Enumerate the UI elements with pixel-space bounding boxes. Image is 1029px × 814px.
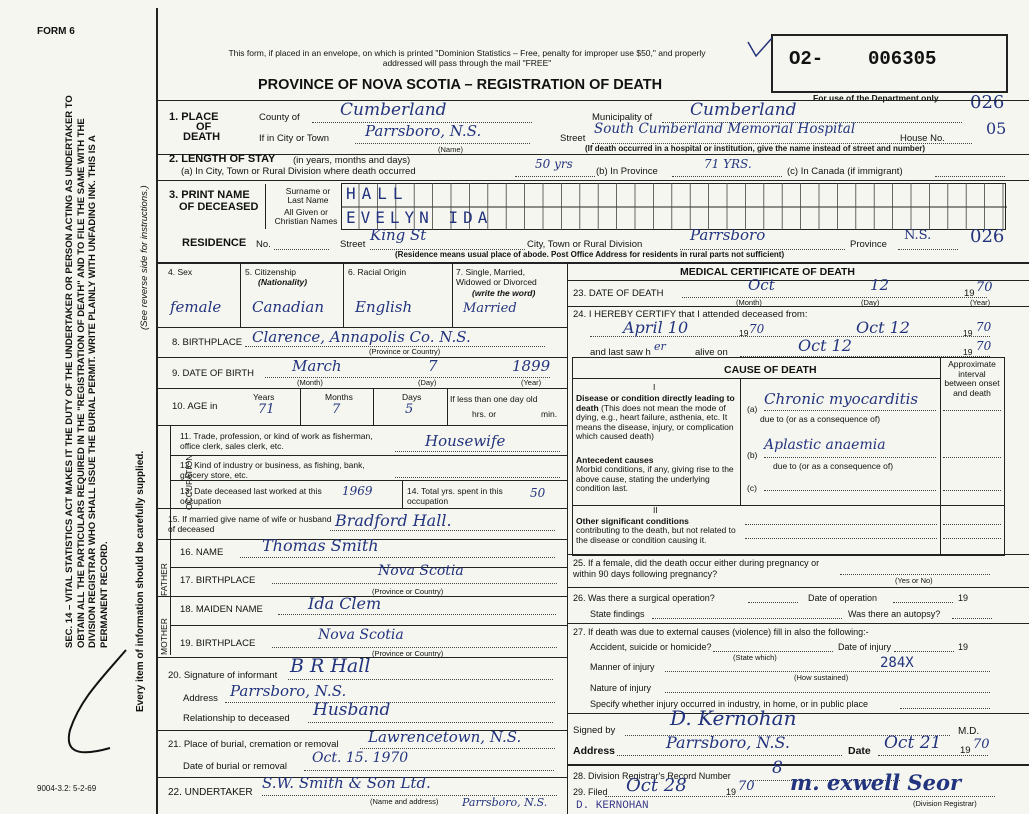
- race-label: 6. Racial Origin: [348, 267, 407, 277]
- municipality-label: Municipality of: [592, 112, 653, 123]
- dob-month-sub: (Month): [297, 378, 323, 387]
- q17-label: 17. BIRTHPLACE: [180, 575, 256, 586]
- citizenship-label: 5. Citizenship: [245, 267, 297, 277]
- informant-address: Parrsboro, N.S.: [230, 682, 347, 700]
- residence-city: Parrsboro: [690, 226, 766, 244]
- cause-b-label: (b): [747, 450, 758, 460]
- attended-to: Oct 12: [856, 318, 910, 337]
- q26-label: 26. Was there a surgical operation?: [573, 593, 715, 603]
- city-value: Parrsboro, N.S.: [365, 122, 482, 140]
- filed-year: 70: [738, 779, 755, 794]
- physician-address-label: Address: [573, 745, 616, 757]
- residence-note: (Residence means usual place of abode. Post Office Address for residents in rural parts not sufficient): [395, 250, 785, 259]
- place-note: (If death occurred in a hospital or institution, give the name instead of street and number): [585, 144, 926, 153]
- marital-value: Married: [463, 301, 517, 316]
- last-saw-value: er: [654, 340, 666, 353]
- dob-year: 1899: [512, 357, 551, 375]
- state-which-sub: (State which): [733, 653, 777, 662]
- residence-label: RESIDENCE: [182, 237, 247, 249]
- stay-c-label: (c) In Canada (if immigrant): [787, 166, 903, 177]
- signed-by-label: Signed by: [573, 725, 616, 736]
- state-findings-label: State findings: [590, 609, 645, 619]
- street-label: Street: [560, 133, 586, 144]
- disease-note: (This does not mean the mode of dying, e.g., heart failure, asthenia, etc. It means the disease, injury, or complication which caused death): [576, 402, 734, 441]
- father-birthplace: Nova Scotia: [378, 563, 464, 579]
- disease-text: [576, 394, 738, 442]
- operation-date-label: Date of operation: [808, 593, 878, 603]
- dept-code-1: 026: [970, 92, 1005, 113]
- from-year: 70: [749, 322, 765, 336]
- undertaker-town: Parrsboro, N.S.: [462, 796, 548, 809]
- q23-label: 23. DATE OF DEATH: [573, 288, 664, 299]
- sex-label: 4. Sex: [168, 267, 193, 277]
- dob-label: 9. DATE OF BIRTH: [172, 368, 254, 379]
- q20-label: 20. Signature of informant: [168, 670, 278, 681]
- q22-label: 22. UNDERTAKER: [168, 787, 253, 798]
- medical-title: MEDICAL CERTIFICATE OF DEATH: [680, 266, 855, 278]
- age-months-label: Months: [325, 392, 353, 402]
- see-reverse-note: (See reverse side for instructions.): [139, 185, 150, 330]
- cause-c-label: (c): [747, 483, 757, 493]
- code-284x: 284X: [880, 655, 914, 671]
- province-country-sub: (Province or Country): [369, 347, 441, 356]
- other-conditions-label: Other significant conditions: [576, 516, 689, 526]
- marital-label: 7. Single, Married, Widowed or Divorced: [456, 267, 537, 287]
- marital-sub: (write the word): [472, 288, 536, 298]
- reg-number: 006305: [868, 48, 937, 70]
- dept-code-3: 026: [970, 226, 1005, 247]
- place-label-2: OF: [196, 121, 212, 133]
- q15-label: 15. If married give name of wife or husband of deceased: [168, 514, 332, 534]
- stay-a-label: (a) In City, Town or Rural Division where death occurred: [181, 166, 416, 177]
- reg-prefix: O2-: [789, 48, 824, 70]
- father-birthplace-sub: (Province or Country): [372, 587, 444, 596]
- undertaker-sub: (Name and address): [370, 797, 439, 806]
- surname-value: HALL: [346, 184, 409, 203]
- hrs-label: hrs. or: [472, 409, 497, 419]
- spouse-value: Bradford Hall.: [335, 511, 452, 530]
- check-mark-icon: [746, 36, 776, 60]
- name-label-2: OF DECEASED: [179, 201, 259, 213]
- record-number: 8: [772, 758, 783, 778]
- due-to-2: due to (or as a consequence of): [773, 461, 894, 471]
- yes-no-sub: (Yes or No): [895, 576, 933, 585]
- occupation-side-label: OCCUPATION: [184, 454, 194, 510]
- name-sub: (Name): [438, 145, 464, 154]
- county-value: Cumberland: [340, 100, 447, 120]
- filed-year-prefix: 19: [726, 787, 737, 797]
- death-day-sub: (Day): [861, 298, 880, 307]
- q29-label: 29. Filed: [573, 787, 608, 797]
- residence-no-label: No.: [256, 239, 271, 250]
- interval-label: Approximate interval between onset and death: [944, 359, 1000, 398]
- q18-label: 18. MAIDEN NAME: [180, 604, 263, 615]
- q11-value: Housewife: [425, 432, 506, 450]
- manner-label: Manner of injury: [590, 662, 655, 672]
- q14-label: 14. Total yrs. spent in this occupation: [407, 486, 503, 506]
- page-title: PROVINCE OF NOVA SCOTIA – REGISTRATION OF DEATH: [258, 77, 663, 93]
- alive-on-label: alive on: [695, 347, 728, 358]
- burial-place: Lawrencetown, N.S.: [368, 728, 522, 746]
- to-year-prefix: 19: [963, 328, 973, 338]
- antecedent-label: Antecedent causes: [576, 455, 654, 465]
- mother-birthplace-sub: (Province or Country): [372, 649, 444, 658]
- q24-label: 24. I HEREBY CERTIFY that I attended deceased from:: [573, 309, 808, 320]
- birthplace-value: Clarence, Annapolis Co. N.S.: [252, 328, 471, 346]
- name-label-1: 3. PRINT NAME: [169, 189, 250, 201]
- dept-code-2: 05: [986, 119, 1007, 138]
- every-item-note: Every item of information should be carefully supplied.: [135, 450, 146, 712]
- age-days-label: Days: [402, 392, 422, 402]
- residence-province-label: Province: [850, 239, 887, 250]
- q12-label: 12. Kind of industry or business, as fishing, bank, grocery store, etc.: [180, 460, 365, 480]
- less-than-day-label: If less than one day old: [450, 394, 538, 404]
- citizenship-value: Canadian: [252, 298, 325, 316]
- race-value: English: [355, 298, 413, 316]
- dob-day-sub: (Day): [418, 378, 437, 387]
- stay-label: 2. LENGTH OF STAY: [169, 153, 276, 165]
- death-day: 12: [870, 276, 890, 294]
- registrar-signature: m. exwell Seor: [790, 770, 962, 795]
- given-label: All Given or Christian Names: [274, 207, 338, 226]
- typed-kernohan: D. KERNOHAN: [576, 800, 649, 812]
- filed-date: Oct 28: [626, 775, 687, 796]
- signed-year-prefix: 19: [960, 745, 971, 756]
- cause-a-label: (a): [747, 404, 758, 414]
- mother-birthplace: Nova Scotia: [318, 627, 404, 643]
- house-label: House No.: [900, 133, 945, 144]
- age-days-value: 5: [405, 402, 414, 417]
- last-saw-label: and last saw h: [590, 347, 651, 358]
- dob-day: 7: [428, 357, 438, 375]
- due-to-1: due to (or as a consequence of): [760, 414, 881, 424]
- dept-use-label: For use of the Department only: [813, 93, 939, 103]
- q25-label: 25. If a female, did the death occur either during pregnancy or within 90 days following pregnancy?: [573, 558, 820, 579]
- death-year: 70: [976, 280, 993, 295]
- to-year: 70: [976, 320, 992, 334]
- form-number: FORM 6: [37, 26, 75, 37]
- injury-date-label: Date of injury: [838, 642, 892, 652]
- place-label-1: 1. PLACE: [169, 111, 219, 123]
- relationship-label: Relationship to deceased: [183, 713, 290, 724]
- signed-date-label: Date: [848, 745, 871, 757]
- form-code: 9004-3.2: 5-2-69: [37, 784, 97, 793]
- q21-label: 21. Place of burial, cremation or removal: [168, 739, 339, 750]
- informant-address-label: Address: [183, 693, 218, 704]
- nature-label: Nature of injury: [590, 683, 652, 693]
- q28-label: 28. Division Registrar's Record Number: [573, 771, 731, 781]
- q13-value: 1969: [342, 484, 373, 498]
- death-year-prefix: 19: [964, 288, 975, 299]
- residence-province: N.S.: [904, 228, 932, 243]
- mother-side-label: MOTHER: [159, 618, 169, 655]
- age-label: 10. AGE in: [172, 401, 218, 412]
- dob-year-sub: (Year): [521, 378, 542, 387]
- specify-label: Specify whether injury occurred in industry, in home, or in public place: [590, 699, 868, 709]
- death-month: Oct: [748, 276, 775, 294]
- margin-signature-mark: [40, 640, 140, 770]
- physician-address: Parrsboro, N.S.: [666, 733, 790, 752]
- signed-date: Oct 21: [884, 733, 942, 753]
- alive-on-value: Oct 12: [798, 336, 852, 355]
- age-years-value: 71: [258, 402, 275, 417]
- attended-from: April 10: [623, 318, 689, 337]
- signed-year: 70: [973, 737, 990, 752]
- from-year-prefix: 19: [739, 328, 749, 338]
- physician-signature: D. Kernohan: [670, 706, 797, 730]
- relationship-value: Husband: [313, 700, 391, 720]
- md-label: M.D.: [958, 726, 980, 737]
- q13-label: 13. Date deceased last worked at this occupation: [180, 486, 322, 506]
- informant-signature: B R Hall: [290, 655, 371, 677]
- burial-date-label: Date of burial or removal: [183, 761, 288, 772]
- surname-label: Surname or Last Name: [285, 186, 331, 205]
- death-year-sub: (Year): [970, 298, 991, 307]
- stay-a-value: 50 yrs: [535, 157, 573, 171]
- residence-street: King St: [370, 226, 427, 244]
- residence-street-label: Street: [340, 239, 366, 250]
- place-label-3: DEATH: [183, 131, 221, 143]
- disease-label: Disease or condition directly leading to death: [576, 393, 735, 413]
- registration-number-box: [771, 34, 1008, 93]
- sex-value: female: [170, 298, 222, 316]
- burial-date: Oct. 15. 1970: [312, 750, 409, 766]
- dob-month: March: [292, 357, 342, 375]
- min-label: min.: [541, 409, 558, 419]
- city-label: If in City or Town: [259, 133, 330, 144]
- antecedent-note: Morbid conditions, if any, giving rise to the above cause, stating the underlying condition last.: [576, 464, 734, 493]
- alive-year: 70: [976, 339, 992, 353]
- county-label: County of: [259, 112, 300, 123]
- roman-ii: II: [653, 505, 658, 515]
- q19-label: 19. BIRTHPLACE: [180, 638, 256, 649]
- accident-label: Accident, suicide or homicide?: [590, 642, 712, 652]
- cause-b-value: Aplastic anaemia: [764, 437, 886, 453]
- stay-sub: (in years, months and days): [293, 155, 411, 166]
- autopsy-label: Was there an autopsy?: [848, 609, 941, 619]
- death-month-sub: (Month): [736, 298, 762, 307]
- sec14-instructions: SEC. 14 – VITAL STATISTICS ACT MAKES IT THE DUTY OF THE UNDERTAKER OR PERSON ACTING AS UNDERTAKER TO OBTAIN ALL THE PARTICULARS REQUIRED IN THE "REGISTRATION OF DEATH" AND TO FILE THE SAME WITH THE DIVISION REGISTRAR WHO SHALL ISSUE THE BURIAL PERMIT. WRITE PLAINLY WITH UNFADING INK. THIS IS A PERMANENT RECORD.: [64, 95, 110, 648]
- birthplace-label: 8. BIRTHPLACE: [172, 337, 243, 348]
- father-side-label: FATHER: [159, 563, 169, 596]
- q16-label: 16. NAME: [180, 547, 224, 558]
- street-value: South Cumberland Memorial Hospital: [594, 121, 856, 137]
- how-sustained-sub: (How sustained): [794, 673, 849, 682]
- roman-i: I: [653, 382, 656, 392]
- stay-b-label: (b) In Province: [596, 166, 658, 177]
- injury-year-prefix: 19: [958, 642, 969, 652]
- alive-year-prefix: 19: [963, 347, 973, 357]
- undertaker-value: S.W. Smith & Son Ltd.: [262, 774, 431, 792]
- residence-city-label: City, Town or Rural Division: [527, 239, 643, 250]
- stay-b-value: 71 YRS.: [704, 157, 752, 171]
- cause-a-value: Chronic myocarditis: [764, 390, 919, 408]
- q27-label: 27. If death was due to external causes (violence) fill in also the following:-: [573, 627, 869, 637]
- age-months-value: 7: [332, 402, 341, 417]
- mother-maiden-name: Ida Clem: [308, 594, 382, 613]
- age-years-label: Years: [253, 392, 275, 402]
- citizenship-sub: (Nationality): [258, 277, 308, 287]
- registrar-sub: (Division Registrar): [913, 799, 977, 808]
- cause-title: CAUSE OF DEATH: [724, 364, 817, 376]
- q11-label: 11. Trade, profession, or kind of work as fisherman, office clerk, sales clerk, etc.: [180, 431, 373, 451]
- mail-notice: This form, if placed in an envelope, on which is printed "Dominion Statistics – Free, penalty for improper use $50," and properly addressed will pass through the mail "FREE": [228, 48, 706, 68]
- municipality-value: Cumberland: [690, 100, 797, 120]
- other-conditions-note: contributing to the death, but not related to the disease or condition causing it.: [576, 525, 736, 545]
- q14-value: 50: [530, 486, 546, 500]
- father-name: Thomas Smith: [262, 536, 379, 555]
- given-names-value: EVELYN IDA: [346, 208, 493, 227]
- operation-year-prefix: 19: [958, 593, 969, 603]
